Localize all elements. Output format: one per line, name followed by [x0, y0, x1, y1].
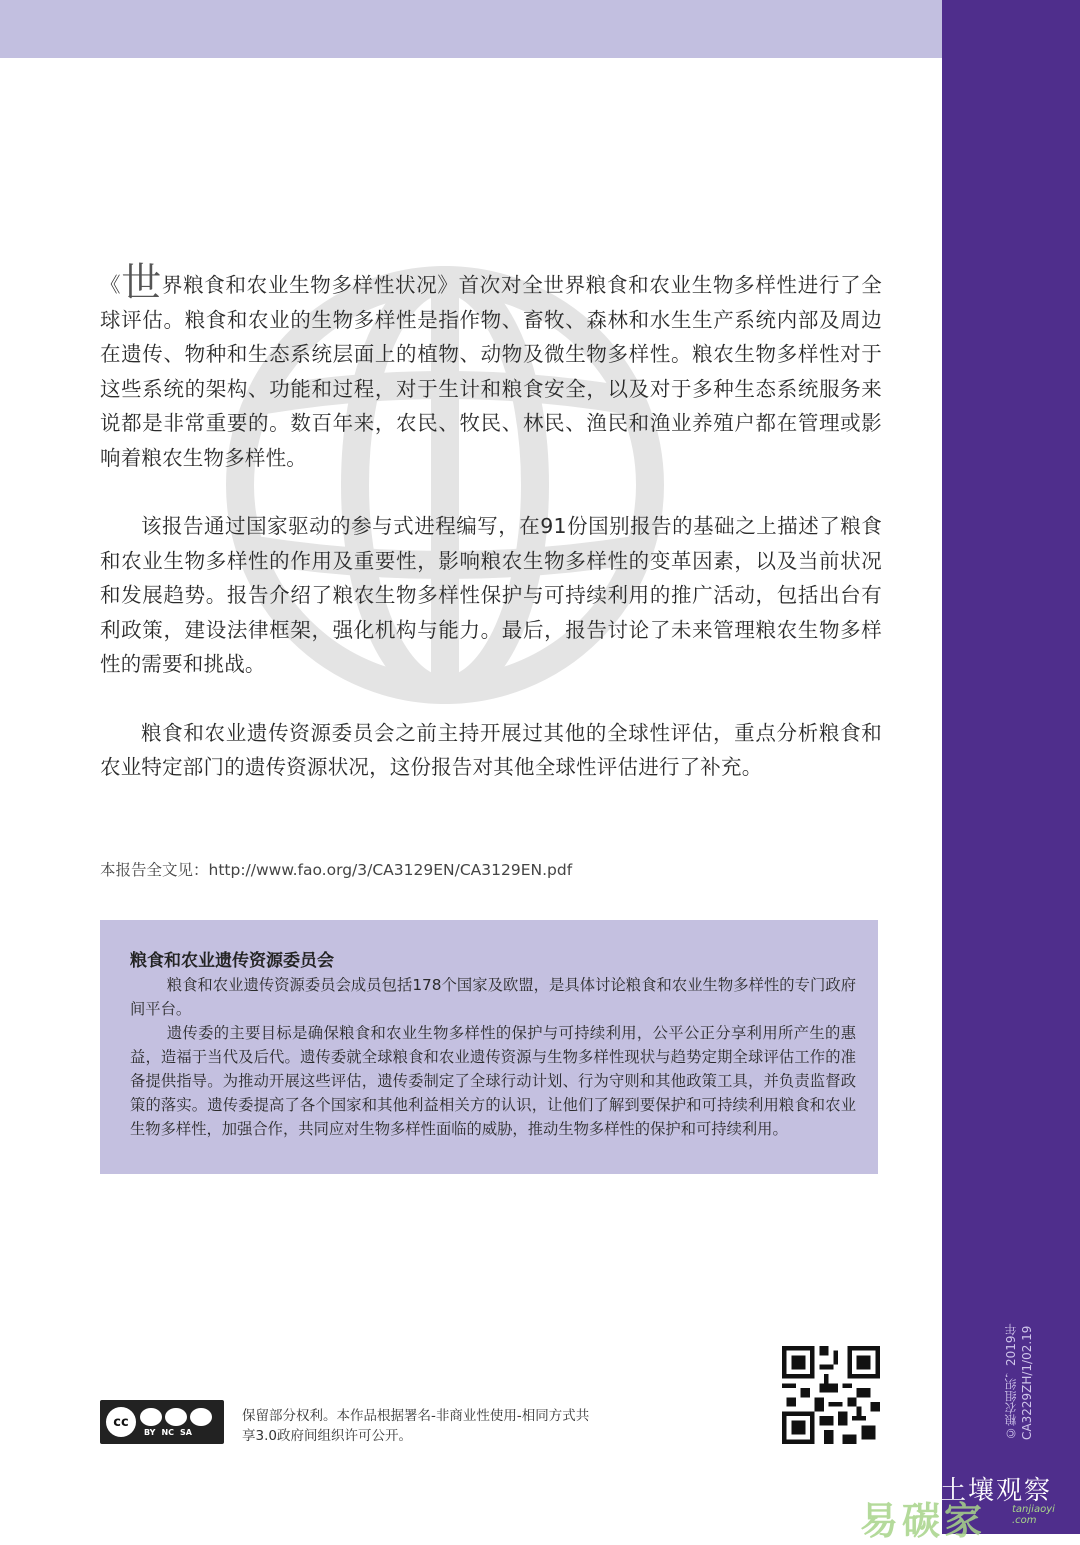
info-box-paragraph-1: 粮食和农业遗传资源委员会成员包括178个国家及欧盟，是具体讨论粮食和农业生物多样性的专门政府间平台。: [130, 976, 856, 1018]
cc-license-icons: [140, 1408, 212, 1437]
watermark-source-name: 土壤观察: [940, 1476, 1053, 1506]
document-code: CA3229ZH/1/02.19: [1020, 1325, 1034, 1440]
cc-icon: cc: [106, 1407, 136, 1437]
right-side-bar: [942, 0, 1080, 1534]
sa-icon: [190, 1408, 212, 1426]
nc-icon: [165, 1408, 187, 1426]
license-text: 保留部分权利。本作品根据署名-非商业性使用-相同方式共享3.0政府间组织许可公开。: [242, 1408, 590, 1444]
copyright-line: ©粮农组织，2019年: [1004, 1323, 1018, 1440]
by-icon: [140, 1408, 162, 1426]
paragraph-3: 粮食和农业遗传资源委员会之前主持开展过其他的全球性评估，重点分析粮食和农业特定部门的遗传资源状况，这份报告对其他全球性评估进行了补充。: [100, 720, 882, 779]
paragraph-1-text: 界粮食和农业生物多样性状况》首次对全世界粮食和农业生物多样性进行了全球评估。粮食和农业的生物多样性是指作物、畜牧、森林和水生生产系统内部及周边在遗传、物种和生态系统层面上的植物、动物及微生物多样性。粮农生物多样性对于这些系统的架构、功能和过程，对于生计和粮食安全，以及对于多种生态系统服务来说都是非常重要的。数百年来，农民、牧民、林民、渔民和渔业养殖户都在管理或影响着粮农生物多样性。: [100, 273, 882, 470]
watermark-brand-small: [1012, 1504, 1055, 1526]
creative-commons-badge[interactable]: [100, 1400, 224, 1444]
full-report-link[interactable]: 本报告全文见：http://www.fao.org/3/CA3129EN/CA3129EN.pdf: [100, 861, 573, 879]
paragraph-2: 该报告通过国家驱动的参与式进程编写，在91份国别报告的基础之上描述了粮食和农业生物多样性的作用及重要性，影响粮农生物多样性的变革因素，以及当前状况和发展趋势。报告介绍了粮农生物多样性保护与可持续利用的推广活动，包括出台有利政策，建设法律框架，强化机构与能力。最后，报告讨论了未来管理粮农生物多样性的需要和挑战。: [100, 514, 882, 676]
watermark-tld: .com: [1012, 1515, 1037, 1526]
qr-code-icon[interactable]: [782, 1346, 880, 1444]
commission-info-box: [100, 920, 878, 1174]
nc-label: NC: [161, 1427, 175, 1437]
top-color-band: [0, 0, 942, 58]
paragraph-1: [100, 260, 882, 475]
by-label: BY: [144, 1427, 156, 1437]
sa-label: SA: [180, 1427, 192, 1437]
info-box-paragraph-2: 遗传委的主要目标是确保粮食和农业生物多样性的保护与可持续利用，公平公正分享利用所产生的惠益，造福于当代及后代。遗传委就全球粮食和农业遗传资源与生物多样性现状与趋势定期全球评估工作的准备提供指导。为推动开展这些评估，遗传委制定了全球行动计划、行为守则和其他政策工具，并负责监督政策的落实。遗传委提高了各个国家和其他利益相关方的认识，让他们了解到要保护和可持续利用粮食和农业生物多样性，加强合作，共同应对生物多样性面临的威胁，推动生物多样性的保护和可持续利用。: [130, 1024, 856, 1138]
drop-character: 世: [121, 260, 162, 306]
main-body-text: [100, 260, 882, 819]
quote-mark: 《: [100, 273, 122, 297]
watermark-domain: tanjiaoyi: [1012, 1504, 1055, 1515]
info-box-title: 粮食和农业遗传资源委员会: [130, 951, 334, 971]
copyright-vertical-text: [1003, 1310, 1043, 1440]
watermark-brand: 易碳家: [860, 1499, 987, 1543]
